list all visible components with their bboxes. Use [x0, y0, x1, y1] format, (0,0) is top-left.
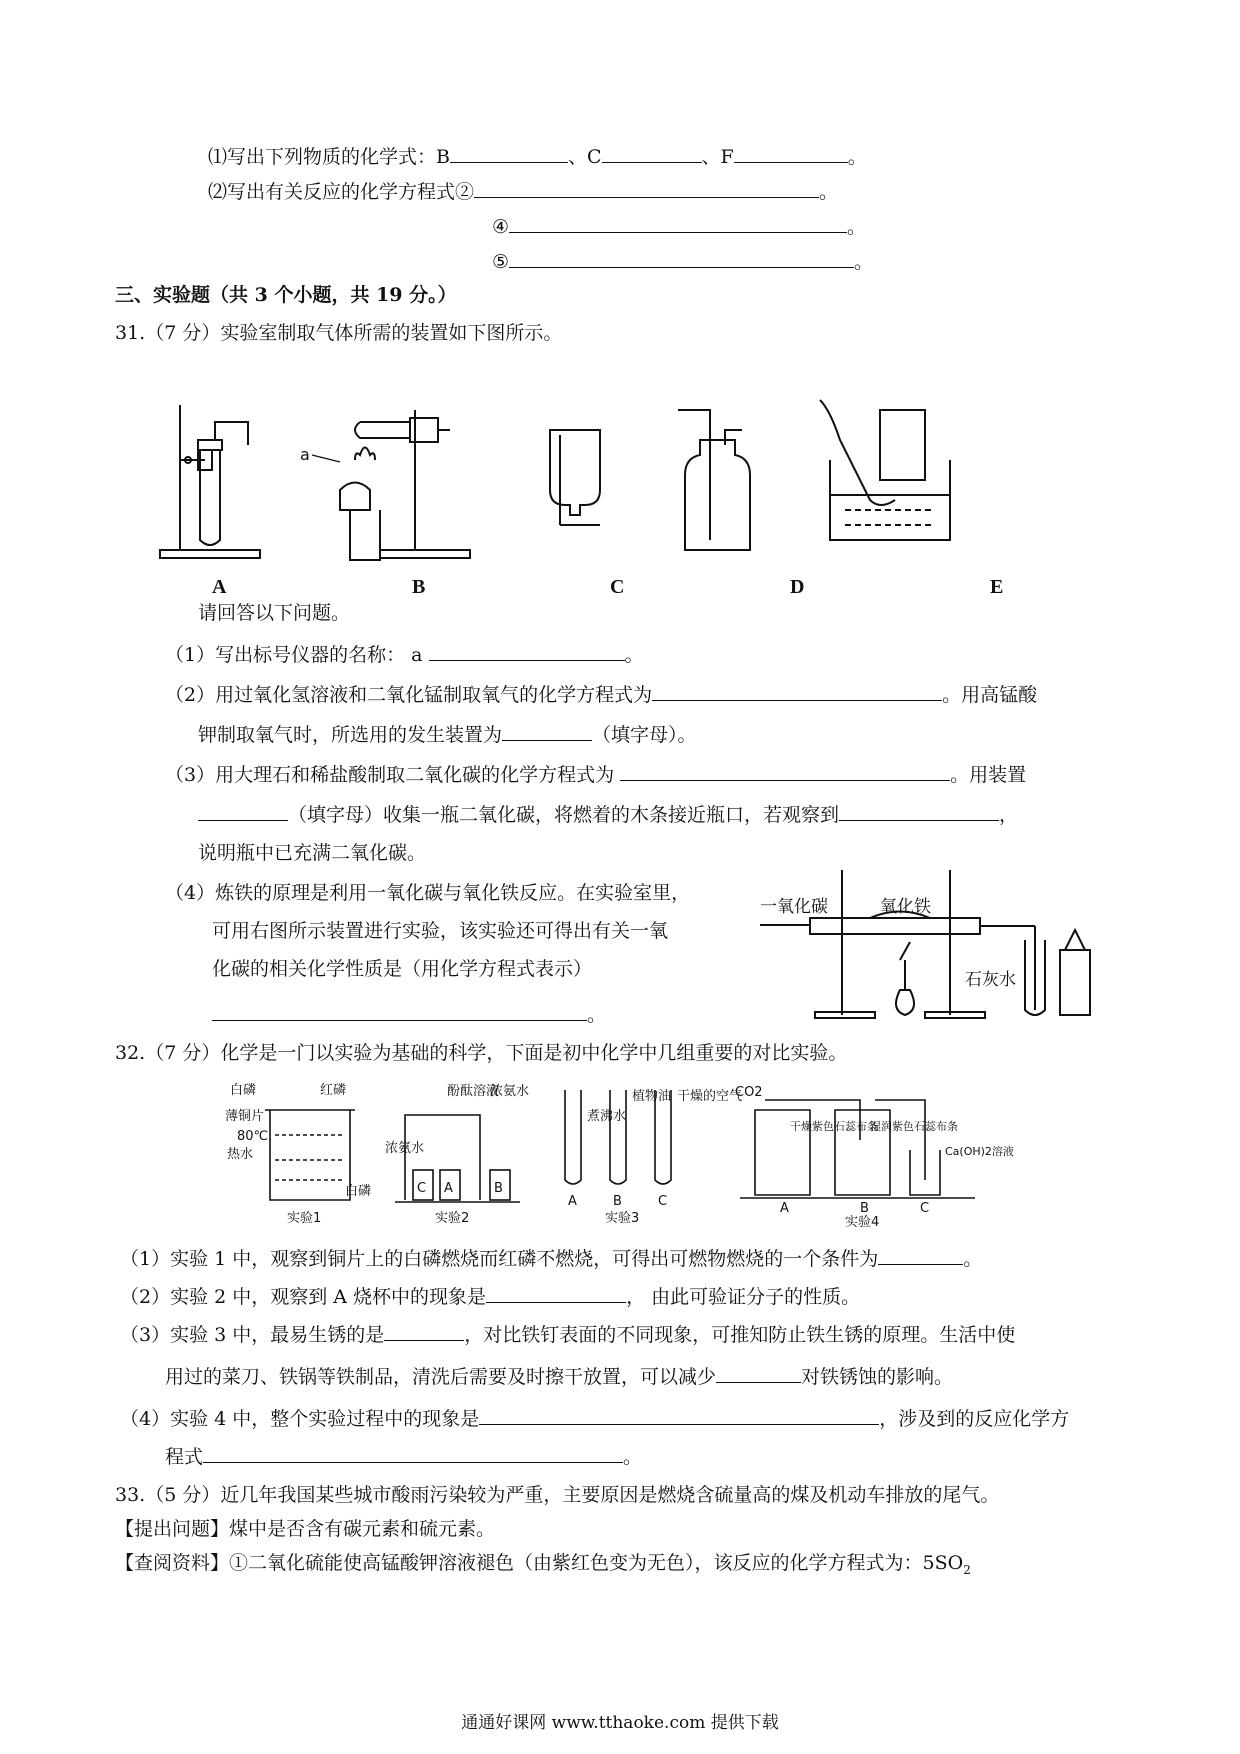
q32-s3-l1: （3）实验 3 中，最易生锈的是 ，对比铁钉表面的不同现象，可推知防止铁生锈的原理。生活中使 [120, 1320, 1015, 1348]
label-A: A [212, 576, 227, 598]
apparatus-d [678, 410, 750, 550]
experiment-4 [735, 1085, 1014, 1230]
q32-intro: 32.（7 分）化学是一门以实验为基础的科学，下面是初中化学中几组重要的对比实验。 [115, 1042, 848, 1064]
label-c4: C [920, 1201, 930, 1216]
label-phenolphthalein: 酚酞溶液 [447, 1084, 500, 1099]
q31-s4-l2: 可用右图所示装置进行实验，该实验还可得出有关一氧 [212, 920, 669, 942]
q30-eq4: ④ 。 [492, 212, 866, 240]
apparatus-a [160, 405, 260, 558]
q30-part2: ⑵写出有关反应的化学方程式② 。 [208, 177, 838, 205]
label-cu-sheet: 薄铜片 [225, 1109, 265, 1124]
q31-s3-l3: 说明瓶中已充满二氧化碳。 [198, 842, 427, 864]
label-exp2: 实验2 [435, 1211, 470, 1226]
page-footer: 通通好课网 www.tthaoke.com 提供下载 [461, 1713, 779, 1733]
q32-s3-l2: 用过的菜刀、铁锅等铁制品，清洗后需要及时擦干放置，可以减少 对铁锈蚀的影响。 [165, 1362, 953, 1390]
label-E: E [990, 576, 1004, 598]
label-c3: C [658, 1194, 668, 1209]
label-fe2o3: 氧化铁 [880, 897, 931, 917]
label-white-p: 白磷 [230, 1083, 257, 1098]
experiment-3 [565, 1088, 742, 1226]
experiment-2 [385, 1083, 529, 1226]
q32-s1: （1）实验 1 中，观察到铜片上的白磷燃烧而红磷不燃烧，可得出可燃物燃烧的一个条件为 。 [120, 1244, 982, 1272]
apparatus-c [550, 430, 600, 525]
label-veg-oil: 植物油 [632, 1089, 672, 1104]
q31-prompt: 请回答以下问题。 [198, 602, 351, 624]
q32-s4-l2: 程式 。 [165, 1442, 642, 1470]
label-B: B [412, 576, 426, 598]
label-red-p: 红磷 [320, 1083, 347, 1098]
q31-s4-l4: 。 [212, 1000, 606, 1028]
label-c2: C [417, 1181, 427, 1196]
experiment-1 [225, 1082, 371, 1226]
label-conc-ammonia2: 浓氨水 [490, 1084, 530, 1099]
q30-eq5: ⑤ 。 [492, 247, 873, 275]
label-co2: CO2 [735, 1085, 763, 1100]
label-D: D [790, 576, 805, 598]
apparatus-b [300, 410, 470, 560]
label-hot-water: 热水 [227, 1147, 254, 1162]
label-exp3: 实验3 [605, 1211, 640, 1226]
label-exp1: 实验1 [287, 1211, 322, 1226]
label-b4: B [860, 1201, 869, 1216]
q31-s3-l2: （填字母）收集一瓶二氧化碳，将燃着的木条接近瓶口，若观察到 ， [198, 800, 1018, 828]
label-dry-air: 干燥的空气 [677, 1089, 743, 1104]
label-boiled-water: 煮沸水 [587, 1109, 627, 1124]
q32-s4-l1: （4）实验 4 中，整个实验过程中的现象是 ，涉及到的反应化学方 [120, 1404, 1069, 1432]
label-white-p2: 白磷 [345, 1184, 372, 1199]
label-b2: B [494, 1181, 503, 1196]
q31-s1: （1）写出标号仪器的名称： a 。 [165, 640, 644, 668]
q32-experiments-figure [225, 1080, 1025, 1230]
label-a3: A [568, 1194, 577, 1209]
label-conc-ammonia: 浓氨水 [385, 1141, 425, 1156]
q31-s2-l1: （2）用过氧化氢溶液和二氧化锰制取氧气的化学方程式为 。用高锰酸 [165, 680, 1037, 708]
label-dry-strip: 干燥紫色石蕊布条 [790, 1120, 878, 1133]
label-a: a [300, 445, 310, 464]
q31-s4-l3: 化碳的相关化学性质是（用化学方程式表示） [212, 958, 593, 980]
label-exp4: 实验4 [845, 1215, 880, 1230]
q33-l2: 【提出问题】煤中是否含有碳元素和硫元素。 [115, 1518, 496, 1540]
q31-s3-l1: （3）用大理石和稀盐酸制取二氧化碳的化学方程式为 。用装置 [165, 760, 1026, 788]
q31-intro: 31.（7 分）实验室制取气体所需的装置如下图所示。 [115, 322, 563, 344]
label-wet-strip: 湿润紫色石蕊布条 [870, 1120, 958, 1133]
q31-s2-l2: 钾制取氧气时，所选用的发生装置为 （填字母）。 [198, 720, 697, 748]
q31-s4-l1: （4）炼铁的原理是利用一氧化碳与氧化铁反应。在实验室里， [165, 882, 691, 904]
label-C: C [610, 576, 625, 598]
label-a4: A [780, 1201, 789, 1216]
apparatus-e [820, 400, 950, 540]
q31-apparatus-figure [160, 400, 1060, 570]
label-caoh2: Ca(OH)2溶液 [945, 1145, 1014, 1158]
label-temp: 80℃ [237, 1129, 269, 1144]
q33-l1: 33.（5 分）近几年我国某些城市酸雨污染较为严重，主要原因是燃烧含硫量高的煤及机动车排放的尾气。 [115, 1484, 1000, 1506]
label-limewater: 石灰水 [965, 970, 1016, 990]
section-heading: 三、实验题（共 3 个小题，共 19 分。） [115, 284, 457, 306]
q32-s2: （2）实验 2 中，观察到 A 烧杯中的现象是 ， 由此可验证分子的性质。 [120, 1282, 860, 1310]
label-b3: B [613, 1194, 622, 1209]
q33-l3: 【查阅资料】①二氧化硫能使高锰酸钾溶液褪色（由紫红色变为无色），该反应的化学方程式为：$5SO_2$ [115, 1552, 971, 1577]
label-co: 一氧化碳 [760, 897, 828, 917]
q30-part1: ⑴写出下列物质的化学式：B 、C 、F 。 [208, 142, 867, 170]
label-a2: A [444, 1181, 453, 1196]
co-reduction-figure [760, 860, 1100, 1020]
